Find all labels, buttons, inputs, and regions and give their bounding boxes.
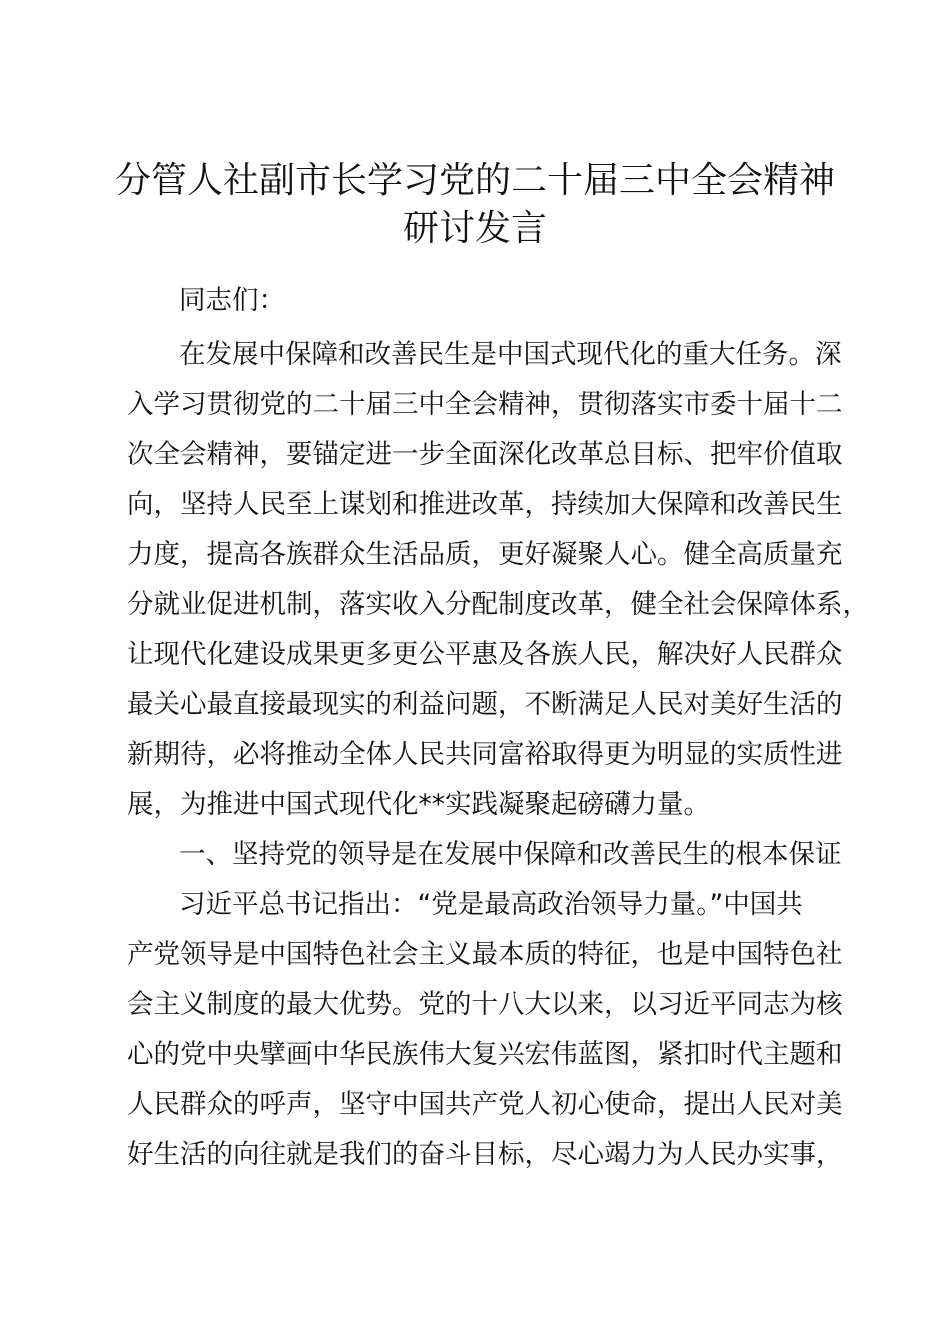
paragraph-1-line: 最关心最直接最现实的利益问题，不断满足人民对美好生活的 [127, 689, 843, 720]
paragraph-1-line: 在发展中保障和改善民生是中国式现代化的重大任务。深 [179, 339, 842, 370]
paragraph-2-line: 心的党中央擘画中华民族伟大复兴宏伟蓝图，紧扣时代主题和 [127, 1039, 843, 1070]
paragraph-1-line: 入学习贯彻党的二十届三中全会精神，贯彻落实市委十届十二 [127, 389, 843, 420]
paragraph-1-line: 分就业促进机制，落实收入分配制度改革，健全社会保障体系， [127, 589, 869, 620]
paragraph-1-line: 向，坚持人民至上谋划和推进改革，持续加大保障和改善民生 [127, 489, 843, 520]
paragraph-1-line: 展，为推进中国式现代化**实践凝聚起磅礴力量。 [127, 789, 710, 820]
section-heading-1: 一、坚持党的领导是在发展中保障和改善民生的根本保证 [179, 839, 842, 870]
paragraph-1-line: 新期待，必将推动全体人民共同富裕取得更为明显的实质性进 [127, 739, 843, 770]
paragraph-2-line: 人民群众的呼声，坚守中国共产党人初心使命，提出人民对美 [127, 1089, 843, 1120]
paragraph-2-line: 产党领导是中国特色社会主义最本质的特征，也是中国特色社 [127, 939, 843, 970]
document-title-line-2: 研讨发言 [402, 208, 547, 249]
paragraph-1-line: 次全会精神，要锚定进一步全面深化改革总目标、把牢价值取 [127, 439, 843, 470]
paragraph-1-line: 力度，提高各族群众生活品质，更好凝聚人心。健全高质量充 [127, 539, 843, 570]
paragraph-2-line: 会主义制度的最大优势。党的十八大以来，以习近平同志为核 [127, 989, 843, 1020]
paragraph-1-line: 让现代化建设成果更多更公平惠及各族人民，解决好人民群众 [127, 639, 843, 670]
salutation: 同志们： [179, 285, 285, 316]
document-title-line-1: 分管人社副市长学习党的二十届三中全会精神 [114, 160, 835, 201]
paragraph-2-line: 好生活的向往就是我们的奋斗目标，尽心竭力为人民办实事， [127, 1139, 843, 1170]
paragraph-2-line: 习近平总书记指出：“党是最高政治领导力量。”中国共 [179, 889, 803, 920]
